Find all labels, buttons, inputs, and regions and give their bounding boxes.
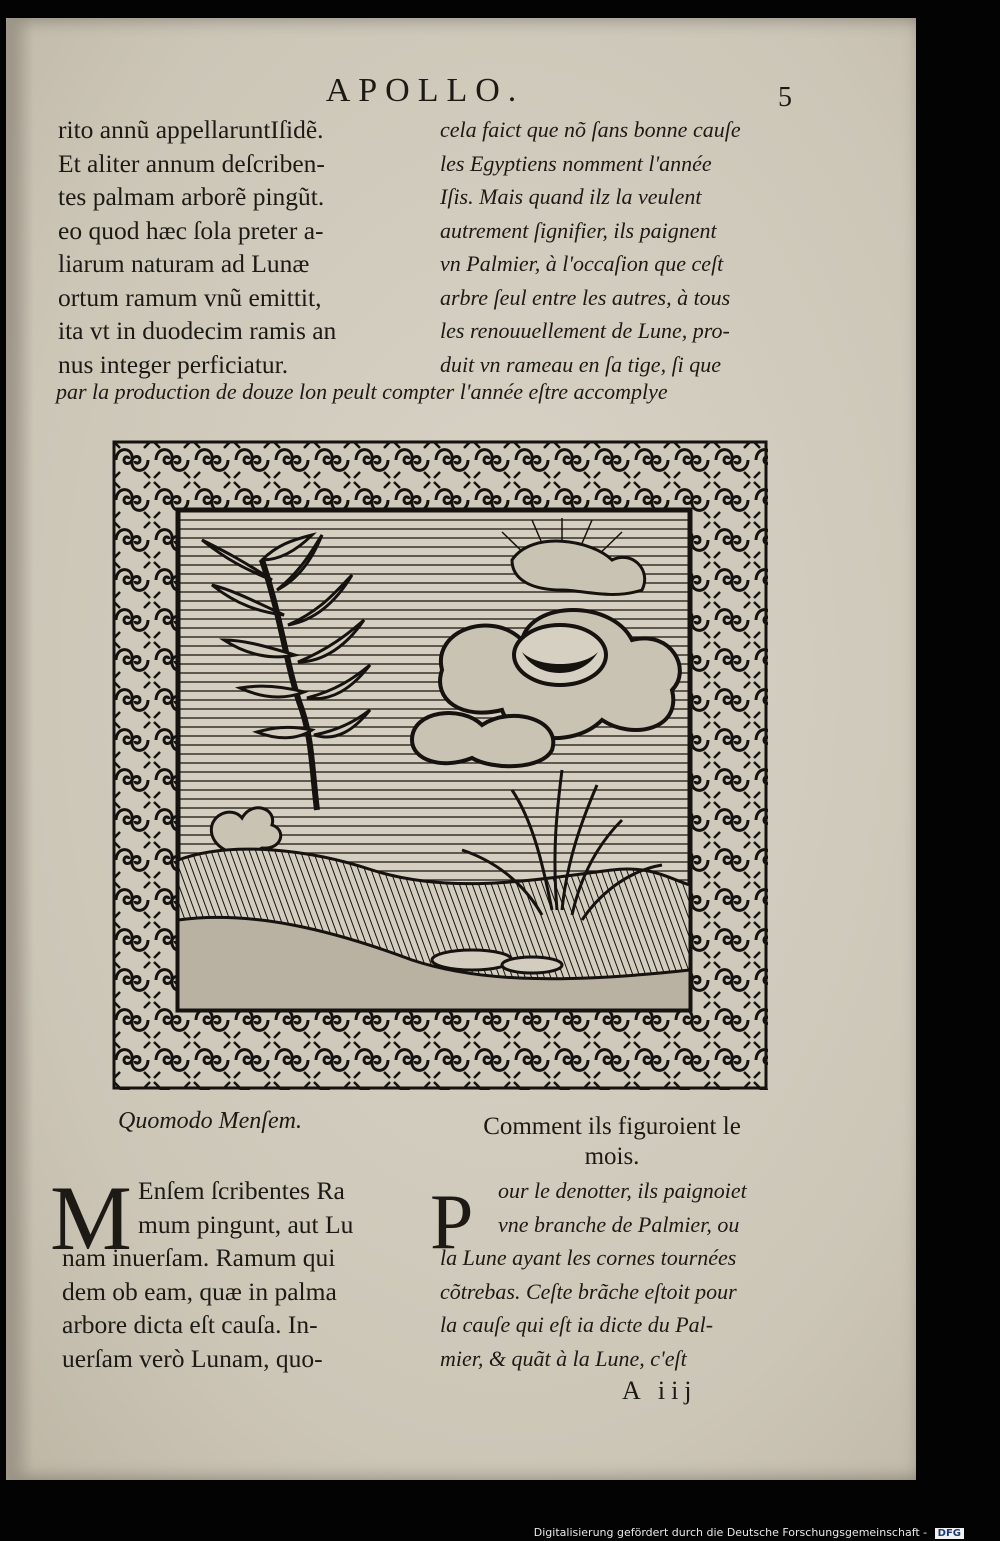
- french-column-bottom: [440, 1174, 800, 1375]
- text-line: liarum naturam ad Lunæ: [58, 249, 310, 278]
- text-line: arbore dicta eſt cauſa. In-: [62, 1310, 318, 1339]
- latin-column-top: [58, 113, 428, 381]
- text-line: vn Palmier, à l'occaſion que ceſt: [440, 251, 724, 276]
- text-line: our le denotter, ils paignoiet: [498, 1178, 747, 1203]
- footer-text: Digitalisierung gefördert durch die Deutsche Forschungsgemeinschaft -: [533, 1526, 928, 1539]
- text-line: Iſis. Mais quand ilz la veulent: [440, 184, 702, 209]
- latin-column-bottom: [62, 1174, 422, 1375]
- text-line: eo quod hæc ſola preter a-: [58, 215, 324, 245]
- text-line: les Egyptiens nomment l'année: [440, 150, 712, 176]
- heading-line: mois.: [584, 1143, 640, 1170]
- text-line: arbre ſeul entre les autres, à tous: [440, 284, 731, 310]
- text-line: nam inuerſam. Ramum qui: [62, 1243, 336, 1272]
- french-drop-capital: P: [430, 1178, 474, 1265]
- text-line: cõtrebas. Ceſte brãche eſtoit pour: [440, 1278, 737, 1304]
- text-line: mum pingunt, aut Lu: [138, 1209, 354, 1239]
- text-line: uerſam verò Lunam, quo-: [62, 1343, 323, 1373]
- dfg-logo-icon: DFG: [935, 1528, 964, 1539]
- text-line: duit vn rameau en ſa tige, ſi que: [440, 351, 722, 377]
- text-line: ita vt in duodecim ramis an: [58, 316, 337, 345]
- french-section-heading: [432, 1112, 792, 1172]
- page-number: 5: [778, 82, 792, 113]
- text-line: Et aliter annum deſcriben-: [58, 148, 325, 178]
- french-full-width-line: par la production de douze lon peult compter l'année eſtre accomplye: [56, 379, 668, 404]
- text-line: rito annũ appellaruntIſidẽ.: [58, 115, 324, 144]
- text-line: Enſem ſcribentes Ra: [138, 1176, 345, 1205]
- printer-signature-mark: A iij: [622, 1376, 698, 1405]
- text-line: les renouuellement de Lune, pro-: [440, 318, 730, 343]
- text-line: nus integer perficiatur.: [58, 349, 289, 379]
- french-column-top: [440, 113, 810, 381]
- woodcut-palm-branch-moon-icon: [112, 440, 768, 1090]
- text-line: tes palmam arborẽ pingũt.: [58, 182, 325, 211]
- heading-line: Comment ils figuroient le: [483, 1113, 741, 1140]
- running-head: APOLLO.: [325, 72, 525, 109]
- latin-drop-capital: M: [50, 1167, 132, 1269]
- text-line: vne branche de Palmier, ou: [498, 1211, 740, 1237]
- latin-section-heading: Quomodo Menſem.: [118, 1108, 302, 1134]
- page-gutter-shadow: [6, 18, 34, 1480]
- text-line: autrement ſignifier, ils paignent: [440, 217, 717, 243]
- text-line: ortum ramum vnũ emittit,: [58, 282, 322, 312]
- text-line: la Lune ayant les cornes tournées: [440, 1245, 737, 1270]
- text-line: la cauſe qui eſt ia dicte du Pal-: [440, 1312, 714, 1337]
- text-line: mier, & quãt à la Lune, c'eſt: [440, 1345, 687, 1371]
- text-line: dem ob eam, quæ in palma: [62, 1276, 337, 1306]
- text-line: cela faict que nõ ſans bonne cauſe: [440, 117, 741, 142]
- funding-footer: [534, 1526, 964, 1539]
